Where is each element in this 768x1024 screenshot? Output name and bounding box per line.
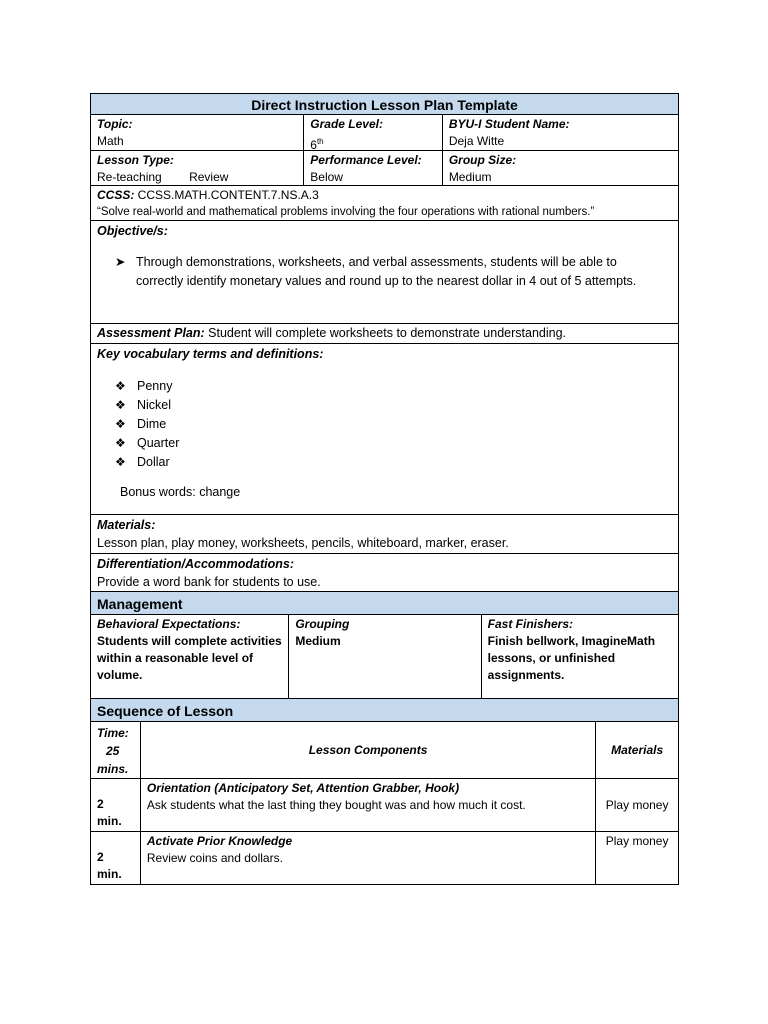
performance-label: Performance Level: bbox=[310, 153, 422, 167]
sequence-heading: Sequence of Lesson bbox=[90, 699, 679, 722]
behavioral-text: Students will complete activities within a reasonable level of volume. bbox=[97, 634, 282, 682]
student-value: Deja Witte bbox=[448, 134, 505, 148]
diamond-bullet-icon: ❖ bbox=[115, 379, 126, 393]
time-amount: 2 bbox=[97, 797, 104, 811]
grade-label: Grade Level: bbox=[310, 117, 383, 131]
performance-value: Below bbox=[310, 170, 343, 184]
assessment-label: Assessment Plan: bbox=[97, 326, 205, 340]
grouping-cell bbox=[288, 615, 480, 698]
lesson-type-cell bbox=[91, 151, 303, 185]
term-text: Penny bbox=[137, 379, 173, 393]
ccss-row bbox=[90, 186, 679, 221]
student-cell bbox=[442, 115, 678, 150]
performance-cell bbox=[303, 151, 442, 185]
sequence-materials: Play money bbox=[595, 832, 678, 884]
time-header-label: Time: bbox=[97, 726, 129, 740]
vocabulary-term bbox=[91, 453, 678, 472]
objective-text: Through demonstrations, worksheets, and verbal assessments, students will be able to correctly identify monetary values and round up to the nearest dollar in 4 out of 5 attempts. bbox=[136, 255, 637, 288]
objective-row bbox=[90, 221, 679, 324]
differentiation-label: Differentiation/Accommodations: bbox=[97, 557, 295, 571]
ccss-code: CCSS.MATH.CONTENT.7.NS.A.3 bbox=[134, 188, 319, 202]
time-unit: min. bbox=[97, 814, 122, 828]
behavioral-cell bbox=[91, 615, 288, 698]
grade-value: 6 bbox=[310, 138, 317, 152]
behavioral-label: Behavioral Expectations: bbox=[97, 617, 241, 631]
objective-label: Objective/s: bbox=[97, 224, 168, 238]
vocabulary-term bbox=[91, 434, 678, 453]
student-label: BYU-I Student Name: bbox=[448, 117, 570, 131]
sequence-time bbox=[91, 779, 140, 831]
management-row bbox=[90, 615, 679, 699]
lesson-plan-table bbox=[90, 93, 679, 885]
diamond-bullet-icon: ❖ bbox=[115, 398, 126, 412]
diamond-bullet-icon: ❖ bbox=[115, 417, 126, 431]
vocabulary-row bbox=[90, 344, 679, 515]
topic-value: Math bbox=[97, 134, 124, 148]
materials-text: Lesson plan, play money, worksheets, pencils, whiteboard, marker, eraser. bbox=[97, 536, 509, 550]
grouping-label: Grouping bbox=[295, 617, 350, 631]
grouping-text: Medium bbox=[295, 634, 341, 648]
topic-label: Topic: bbox=[97, 117, 133, 131]
lesson-type-value-1: Re-teaching bbox=[97, 170, 162, 184]
time-header-unit: mins. bbox=[97, 762, 129, 776]
time-header bbox=[91, 722, 140, 778]
info-row-1 bbox=[90, 115, 679, 151]
fast-finishers-cell bbox=[481, 615, 678, 698]
component-title: Orientation (Anticipatory Set, Attention Grabber, Hook) bbox=[146, 781, 460, 795]
differentiation-text: Provide a word bank for students to use. bbox=[97, 575, 321, 589]
group-size-value: Medium bbox=[448, 170, 492, 184]
ccss-label: CCSS: bbox=[97, 188, 135, 202]
info-row-2 bbox=[90, 151, 679, 186]
component-text: Review coins and dollars. bbox=[146, 851, 283, 865]
term-text: Quarter bbox=[137, 436, 180, 450]
group-size-cell bbox=[442, 151, 678, 185]
arrow-bullet-icon: ➤ bbox=[115, 255, 126, 269]
document-title: Direct Instruction Lesson Plan Template bbox=[90, 93, 679, 115]
lesson-type-value-2: Review bbox=[189, 170, 229, 184]
sequence-materials: Play money bbox=[595, 779, 678, 831]
group-size-label: Group Size: bbox=[448, 153, 517, 167]
materials-label: Materials: bbox=[97, 518, 156, 532]
diamond-bullet-icon: ❖ bbox=[115, 436, 126, 450]
fast-finishers-text: Finish bellwork, ImagineMath lessons, or unfinished assignments. bbox=[487, 634, 656, 682]
assessment-text: Student will complete worksheets to demonstrate understanding. bbox=[204, 326, 566, 340]
components-header: Lesson Components bbox=[140, 722, 595, 778]
component-title: Activate Prior Knowledge bbox=[146, 834, 293, 848]
sequence-row bbox=[90, 779, 679, 832]
assessment-row bbox=[90, 324, 679, 344]
term-text: Dime bbox=[137, 417, 167, 431]
sequence-row bbox=[90, 832, 679, 885]
component-text: Ask students what the last thing they bought was and how much it cost. bbox=[146, 798, 526, 812]
objective-list bbox=[91, 253, 678, 291]
materials-row bbox=[90, 515, 679, 554]
vocabulary-term bbox=[91, 396, 678, 415]
objective-item bbox=[91, 253, 678, 291]
vocabulary-label: Key vocabulary terms and definitions: bbox=[97, 347, 324, 361]
time-header-amount: 25 bbox=[106, 744, 120, 758]
grade-cell bbox=[303, 115, 442, 150]
ccss-quote: “Solve real-world and mathematical problems involving the four operations with rational numbers.” bbox=[97, 206, 595, 218]
differentiation-row bbox=[90, 554, 679, 592]
sequence-component bbox=[140, 832, 595, 884]
materials-header: Materials bbox=[595, 722, 678, 778]
vocabulary-term bbox=[91, 377, 678, 396]
lesson-type-label: Lesson Type: bbox=[97, 153, 174, 167]
fast-finishers-label: Fast Finishers: bbox=[487, 617, 574, 631]
management-heading: Management bbox=[90, 592, 679, 615]
term-text: Dollar bbox=[137, 455, 170, 469]
sequence-header-row bbox=[90, 722, 679, 779]
sequence-component bbox=[140, 779, 595, 831]
ccss-line bbox=[97, 187, 672, 204]
vocabulary-term bbox=[91, 415, 678, 434]
diamond-bullet-icon: ❖ bbox=[115, 455, 126, 469]
grade-suffix: th bbox=[316, 137, 324, 146]
bonus-words: Bonus words: change bbox=[120, 485, 241, 499]
time-unit: min. bbox=[97, 867, 122, 881]
topic-cell bbox=[91, 115, 303, 150]
sequence-time bbox=[91, 832, 140, 884]
term-text: Nickel bbox=[137, 398, 172, 412]
time-amount: 2 bbox=[97, 850, 104, 864]
lesson-type-values bbox=[97, 169, 297, 186]
vocabulary-list bbox=[91, 377, 678, 472]
